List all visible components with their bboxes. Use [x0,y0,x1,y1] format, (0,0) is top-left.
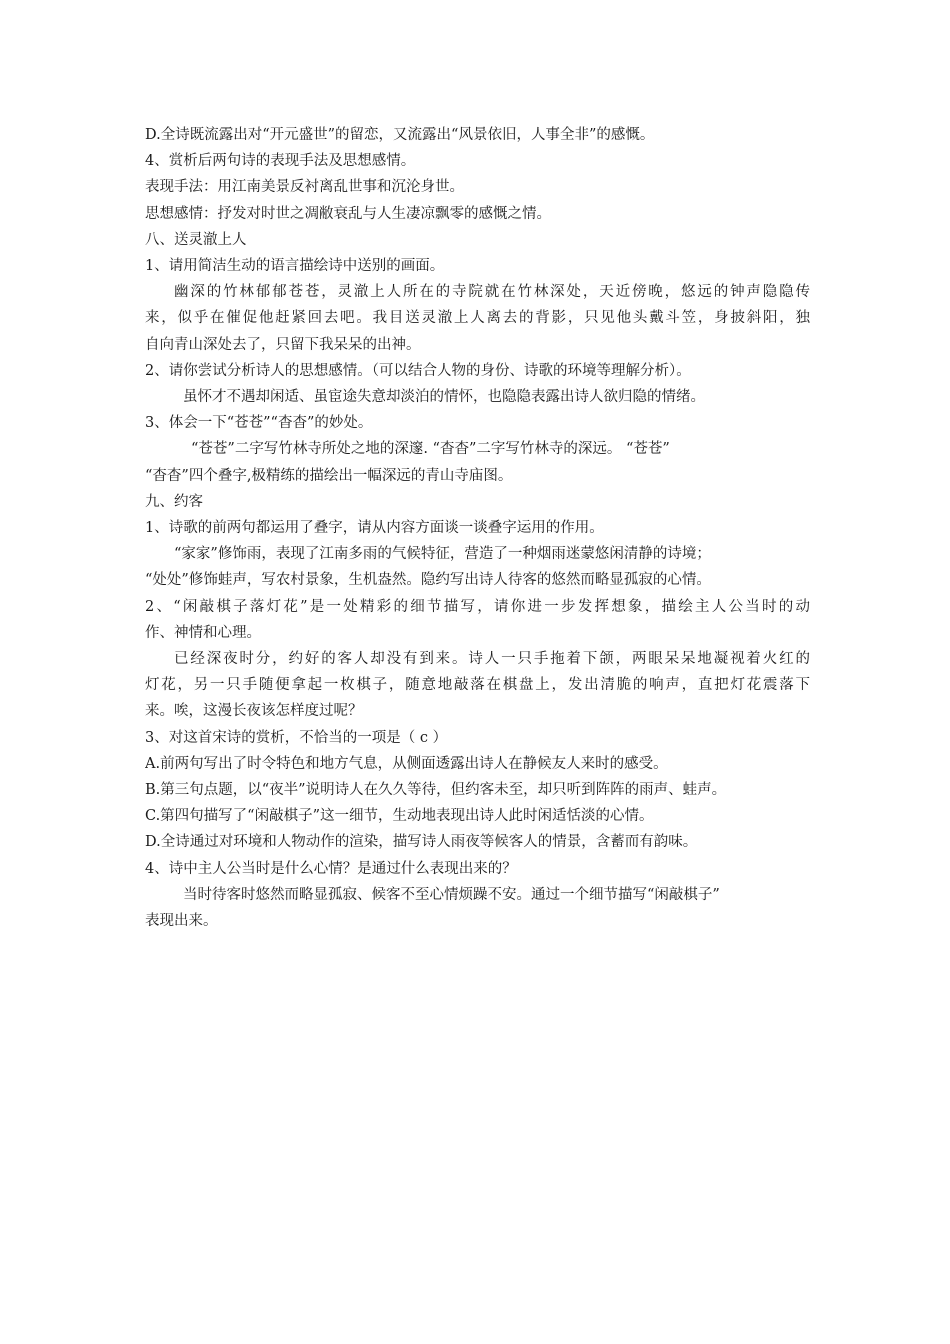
text-line-option-d: D.全诗既流露出对“开元盛世”的留恋，又流露出“风景依旧，人事全非”的感慨。 [145,127,655,143]
question-heading: 3、体会一下“苍苍”“杳杳”的妙处。 [145,415,373,432]
answer-line: 思想感情：抒发对时世之凋敝衰乱与人生凄凉飘零的感慨之情。 [145,205,551,222]
answer-paragraph-line: 自向青山深处去了，只留下我呆呆的出神。 [145,336,421,353]
answer-paragraph-line: “处处”修饰蛙声，写农村景象，生机盎然。隐约写出诗人待客的悠然而略显孤寂的心情。 [145,572,711,589]
option-c: C.第四句描写了“闲敲棋子”这一细节，生动地表现出诗人此时闲适恬淡的心情。 [145,808,654,825]
answer-paragraph-line: 幽深的竹林郁郁苍苍，灵澈上人所在的寺院就在竹林深处，天近傍晚，悠远的钟声隐隐传 [174,284,810,301]
answer-paragraph-line: “杳杳”四个叠字,极精练的描绘出一幅深远的青山寺庙图。 [145,467,513,484]
answer-paragraph-line: 灯花，另一只手随便拿起一枚棋子，随意地敲落在棋盘上，发出清脆的响声，直把灯花震落下 [145,677,810,694]
question-heading: 3、对这首宋诗的赏析，不恰当的一项是（ c ） [145,729,448,746]
answer-line: 虽怀才不遇却闲适、虽宦途失意却淡泊的情怀，也隐隐表露出诗人欲归隐的情绪。 [183,389,705,406]
section-heading: 九、约客 [145,493,203,510]
section-heading: 八、送灵澈上人 [145,231,247,248]
option-a: A.前两句写出了时令特色和地方气息，从侧面透露出诗人在静候友人来时的感受。 [145,755,668,772]
answer-paragraph-line: 已经深夜时分，约好的客人却没有到来。诗人一只手拖着下颌，两眼呆呆地凝视着火红的 [174,651,810,668]
answer-paragraph-line: “家家”修饰雨，表现了江南多雨的气候特征，营造了一种烟雨迷蒙悠闲清静的诗境； [174,546,711,563]
answer-paragraph-line: 表现出来。 [145,913,218,930]
document-page [145,122,810,934]
answer-paragraph-line: 当时待客时悠然而略显孤寂、候客不至心情烦躁不安。通过一个细节描写“闲敲棋子” [183,886,720,903]
question-heading: 4、诗中主人公当时是什么心情？是通过什么表现出来的？ [145,860,517,877]
question-heading: 1、诗歌的前两句都运用了叠字，请从内容方面谈一谈叠字运用的作用。 [145,520,604,537]
question-heading: 2、“闲敲棋子落灯花”是一处精彩的细节描写，请你进一步发挥想象，描绘主人公当时的动 [145,598,810,615]
option-d: D.全诗通过对环境和人物动作的渲染，描写诗人雨夜等候客人的情景，含蓄而有韵味。 [145,834,698,851]
question-heading: 作、神情和心理。 [145,624,261,641]
answer-paragraph-line: 来，似乎在催促他赶紧回去吧。我目送灵澈上人离去的背影，只见他头戴斗笠，身披斜阳，独 [145,310,810,327]
answer-line: 表现手法：用江南美景反衬离乱世事和沉沦身世。 [145,179,464,196]
answer-paragraph-line: 来。唉，这漫长夜该怎样度过呢？ [145,703,363,720]
question-heading: 4、赏析后两句诗的表现手法及思想感情。 [145,153,416,170]
question-heading: 1、请用简洁生动的语言描绘诗中送别的画面。 [145,258,445,275]
option-b: B.第三句点题，以“夜半”说明诗人在久久等待，但约客未至，却只听到阵阵的雨声、蛙声。 [145,782,727,799]
question-heading: 2、请你尝试分析诗人的思想感情。（可以结合人物的身份、诗歌的环境等理解分析）。 [145,362,691,379]
answer-paragraph-line: “苍苍”二字写竹林寺所处之地的深邃. “杳杳”二字写竹林寺的深远。 “苍苍” [191,441,670,458]
